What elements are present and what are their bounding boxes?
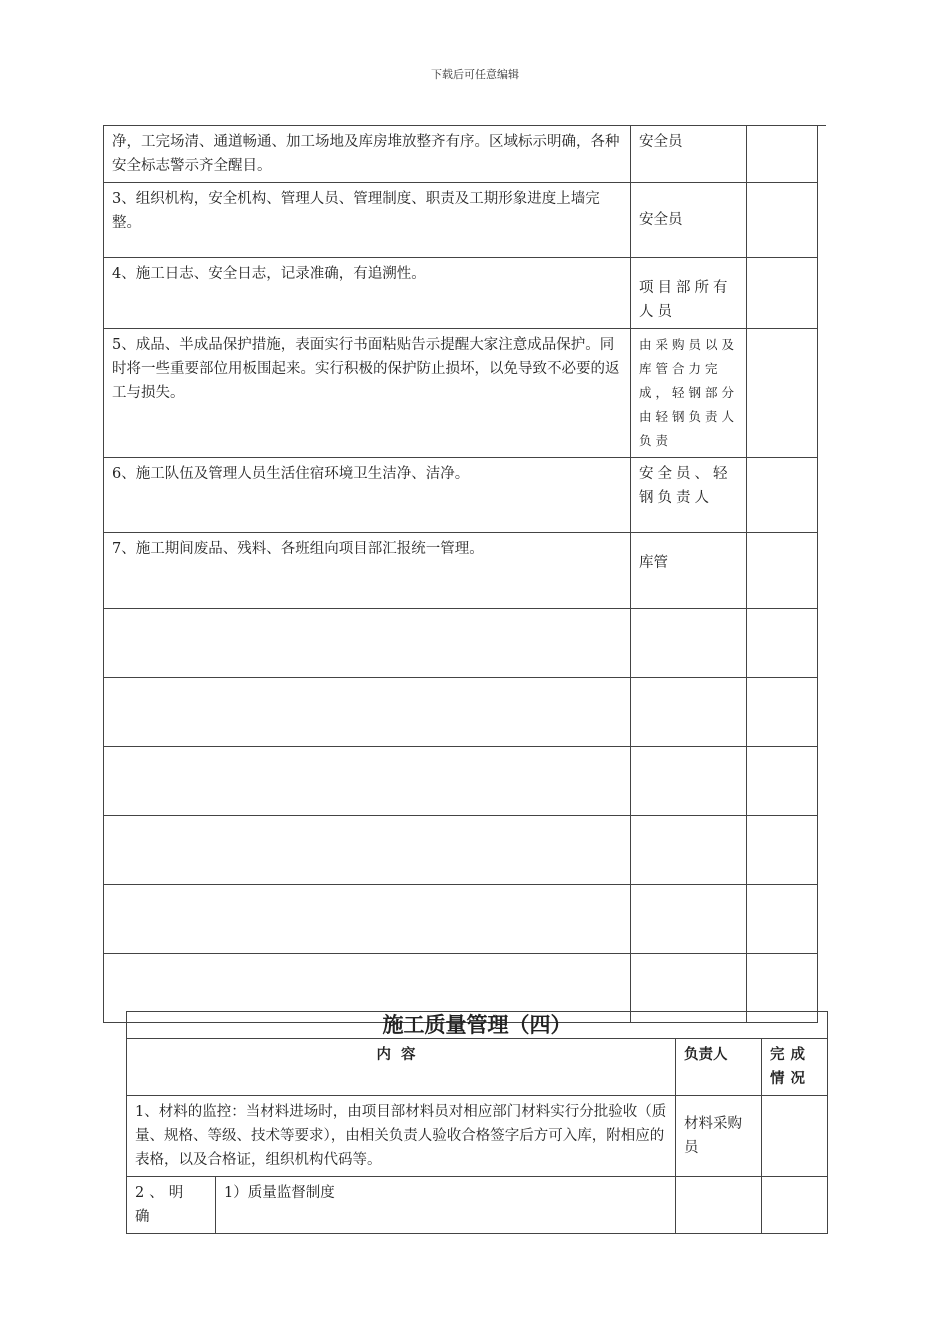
header-owner: 负责人 [676,1039,762,1096]
table-row-empty [104,816,818,885]
row-content: 1、材料的监控：当材料进场时，由项目部材料员对相应部门材料实行分批验收（质量、规格、等级、技术等要求），由相关负责人验收合格签字后方可入库，附相应的表格，以及合格证，组织机构代码等。 [127,1096,676,1177]
row-owner [676,1177,762,1234]
row-content: 1）质量监督制度 [216,1177,676,1234]
table-row [104,183,818,258]
table-title: 施工质量管理（四） [127,1012,828,1039]
row-status [747,329,818,458]
quality-management-table [126,1011,828,1234]
row-owner: 库管 [631,533,747,609]
row-status [747,458,818,533]
header-note: 下载后可任意编辑 [431,68,519,81]
table-row [127,1177,828,1234]
row-status [747,533,818,609]
header-status: 完成情况 [762,1039,828,1096]
row-status [747,183,818,258]
row-owner: 安全员 [631,126,747,183]
row-content: 6、施工队伍及管理人员生活住宿环境卫生洁净、洁净。 [104,458,631,533]
row-status [747,258,818,329]
header-content: 内容 [127,1039,676,1096]
row-owner: 材料采购员 [676,1096,762,1177]
row-content: 5、成品、半成品保护措施，表面实行书面粘贴告示提醒大家注意成品保护。同时将一些重要部位用板围起来。实行积极的保护防止损坏，以免导致不必要的返工与损失。 [104,329,631,458]
row-owner: 项目部所有人员 [631,258,747,329]
table-row-empty [104,885,818,954]
row-content: 4、施工日志、安全日志，记录准确，有追溯性。 [104,258,631,329]
table-row [104,458,818,533]
row-owner: 安全员 [631,183,747,258]
responsibility-table [103,125,818,1023]
table-row [104,329,818,458]
row-owner: 安全员、轻钢负责人 [631,458,747,533]
row-owner: 由采购员以及库管合力完成，轻钢部分由轻钢负责人负责 [631,329,747,458]
row-content: 净，工完场清、通道畅通、加工场地及库房堆放整齐有序。区域标示明确，各种安全标志警示齐全醒目。 [104,126,631,183]
table-row [127,1096,828,1177]
row-status [762,1096,828,1177]
row-content: 7、施工期间废品、残料、各班组向项目部汇报统一管理。 [104,533,631,609]
table-row-empty [104,747,818,816]
table-title-row [127,1012,828,1039]
table-row [104,533,818,609]
table-row-empty [104,609,818,678]
row-content: 3、组织机构，安全机构、管理人员、管理制度、职责及工期形象进度上墙完整。 [104,183,631,258]
table-row [104,126,818,183]
table-row-empty [104,678,818,747]
table-header-row [127,1039,828,1096]
row-label: 2、明确 [127,1177,216,1234]
table-row [104,258,818,329]
row-status [747,126,818,183]
row-status [762,1177,828,1234]
